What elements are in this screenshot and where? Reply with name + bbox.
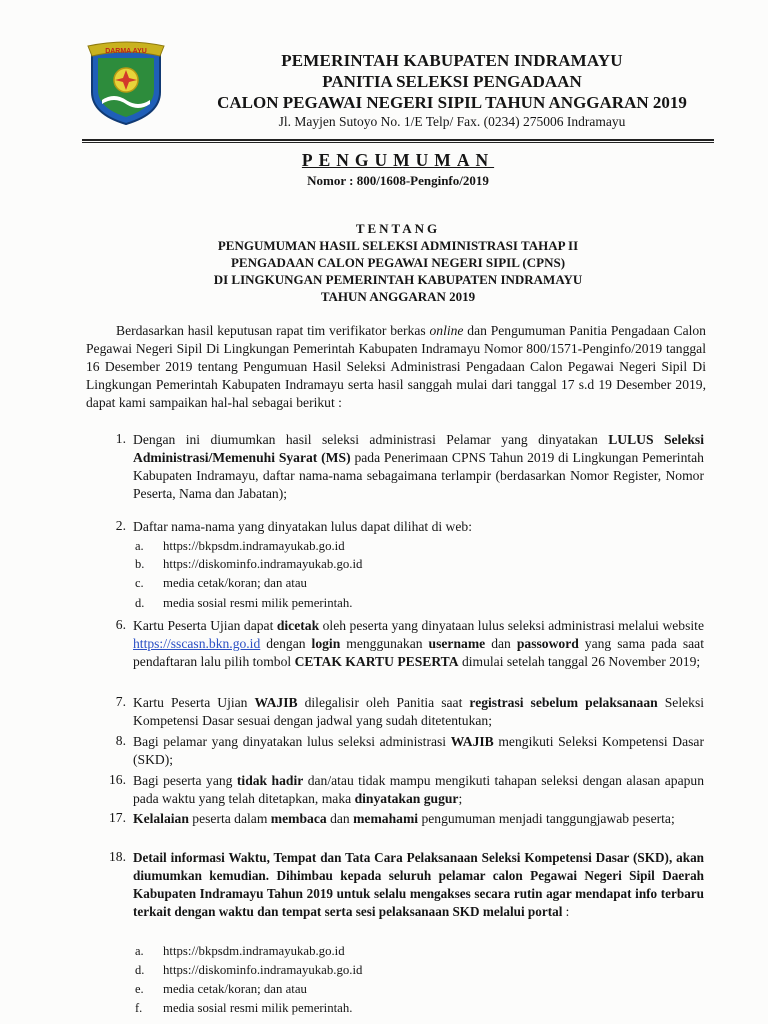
list-item-1: Dengan ini diumumkan hasil seleksi administrasi Pelamar yang dinyatakan LULUS Seleksi Administrasi/Memenuhi Syarat (MS) pada Penerimaan CPNS Tahun 2019 di Lingkungan Pemerintah Kabupaten Indramayu, daftar nama-nama sebagaimana terlampir (berdasarkan Nomor Register, Nomor Peserta, Nama dan Jabatan);: [133, 432, 704, 501]
logo-text: DARMA AYU: [105, 48, 147, 55]
sub-item-label: d.: [135, 963, 145, 977]
list-item-8: Bagi pelamar yang dinyatakan lulus seleksi administrasi WAJIB mengikuti Seleksi Kompetensi Dasar (SKD);: [133, 734, 704, 767]
sub-item-text: media sosial resmi milik pemerintah.: [163, 596, 353, 610]
letterhead-line-2: PANITIA SELEKSI PENGADAAN: [322, 72, 582, 91]
sub-item-link[interactable]: https://diskominfo.indramayukab.go.id: [163, 557, 363, 571]
item-number: 6.: [115, 617, 126, 632]
sub-item-text: media cetak/koran; dan atau: [163, 576, 307, 590]
announcement-about: TENTANG: [355, 221, 441, 236]
item-number: 16.: [109, 772, 126, 787]
letterhead-line-3: CALON PEGAWAI NEGERI SIPIL TAHUN ANGGARAN 2019: [217, 93, 687, 112]
announcement-number: Nomor : 800/1608-Penginfo/2019: [307, 173, 489, 188]
list-item-2: Daftar nama-nama yang dinyatakan lulus dapat dilihat di web:: [133, 519, 472, 534]
regency-emblem: [84, 40, 168, 126]
letterhead-divider-thin: [82, 142, 714, 143]
subject-line-2: PENGADAAN CALON PEGAWAI NEGERI SIPIL (CPNS): [230, 255, 566, 270]
sscasn-link[interactable]: https://sscasn.bkn.go.id: [133, 636, 261, 651]
announcement-title: PENGUMUMAN: [301, 150, 495, 170]
item-number: 8.: [115, 733, 126, 748]
letterhead-divider-thick: [82, 139, 714, 141]
letterhead-address: Jl. Mayjen Sutoyo No. 1/E Telp/ Fax. (0234) 275006 Indramayu: [278, 114, 626, 129]
sub-item-label: b.: [135, 557, 145, 571]
subject-line-4: TAHUN ANGGARAN 2019: [320, 289, 476, 304]
item-number: 17.: [109, 810, 126, 825]
list-item-6: Kartu Peserta Ujian dapat dicetak oleh peserta yang dinyataan lulus seleksi administrasi melalui website https://sscasn.bkn.go.id dengan login menggunakan username dan passoword yang sama pada saat pendaftaran lalu pilih tombol CETAK KARTU PESERTA dimulai setelah tanggal 26 November 2019;: [133, 618, 704, 669]
sub-item-label: a.: [135, 539, 144, 553]
sub-item-link[interactable]: https://diskominfo.indramayukab.go.id: [163, 963, 363, 977]
sub-item-link[interactable]: https://bkpsdm.indramayukab.go.id: [163, 539, 345, 553]
item-number: 18.: [109, 849, 126, 864]
sub-item-label: c.: [135, 576, 144, 590]
subject-line-1: PENGUMUMAN HASIL SELEKSI ADMINISTRASI TAHAP II: [217, 238, 579, 253]
intro-paragraph: Berdasarkan hasil keputusan rapat tim verifikator berkas online dan Pengumuman Panitia Pengadaan Calon Pegawai Negeri Sipil Di Lingkungan Pemerintah Kabupaten Indramayu Nomor 800/1571-Penginfo/2019 tanggal 16 Desember 2019 tentang Pengumuan Hasil Seleksi Administrasi Pengadaan Calon Pegawai Negeri Sipil Di Lingkungan Pemerintah Kabupaten Indramayu serta hasil sanggah mulai dari tanggal 17 s.d 19 Desember 2019, dapat kami sampaikan hal-hal sebagai berikut :: [86, 323, 706, 410]
sub-item-label: f.: [135, 1001, 143, 1015]
subject-line-3: DI LINGKUNGAN PEMERINTAH KABUPATEN INDRAMAYU: [213, 272, 583, 287]
item-number: 1.: [115, 431, 126, 446]
sub-item-label: e.: [135, 982, 144, 996]
list-item-7: Kartu Peserta Ujian WAJIB dilegalisir oleh Panitia saat registrasi sebelum pelaksanaan Seleksi Kompetensi Dasar sesuai dengan jadwal yang sudah ditetentukan;: [133, 695, 705, 728]
list-item-18: Detail informasi Waktu, Tempat dan Tata Cara Pelaksanaan Seleksi Kompetensi Dasar (SKD), akan diumumkan kemudian. Dihimbau kepada seluruh pelamar calon Pegawai Negeri Sipil Daerah Kabupaten Indramayu Tahun 2019 untuk selalu mengakses secara rutin agar mendapat info terbaru terkait dengan waktu dan tempat serta sesi pelaksanaan SKD melalui portal :: [133, 850, 704, 919]
sub-item-label: a.: [135, 944, 144, 958]
sub-item-link[interactable]: https://bkpsdm.indramayukab.go.id: [163, 944, 345, 958]
item-number: 2.: [115, 518, 126, 533]
list-item-17: Kelalaian peserta dalam membaca dan memahami pengumuman menjadi tanggungjawab peserta;: [133, 811, 675, 826]
sub-item-text: media cetak/koran; dan atau: [163, 982, 307, 996]
item-number: 7.: [115, 694, 126, 709]
sub-item-text: media sosial resmi milik pemerintah.: [163, 1001, 353, 1015]
list-item-16: Bagi peserta yang tidak hadir dan/atau tidak mampu mengikuti tahapan seleksi dengan alasan apapun pada waktu yang telah ditetapkan, maka dinyatakan gugur;: [133, 773, 705, 806]
sub-item-label: d.: [135, 596, 145, 610]
letterhead-line-1: PEMERINTAH KABUPATEN INDRAMAYU: [281, 51, 623, 70]
